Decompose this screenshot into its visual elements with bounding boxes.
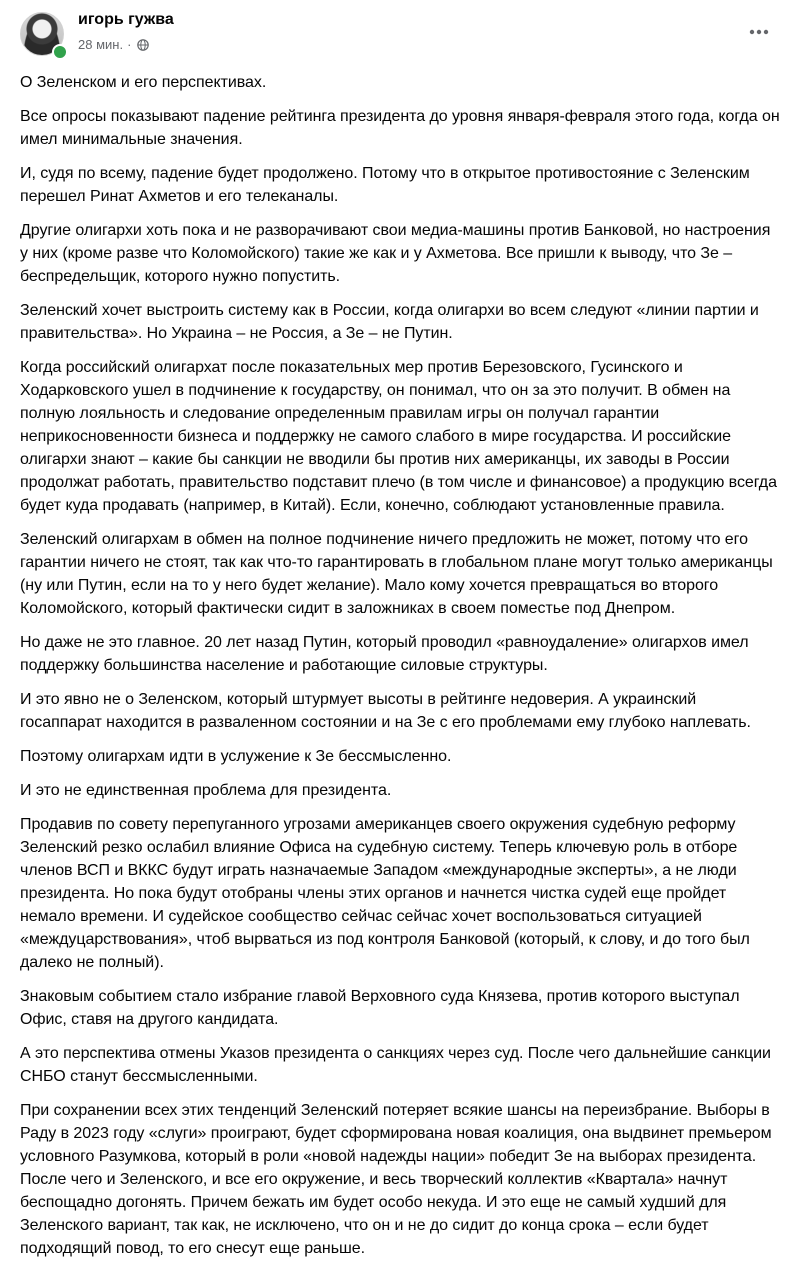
post-paragraph: Все опросы показывают падение рейтинга президента до уровня января-февраля этого года, когда он имел минимальные значения. bbox=[20, 108, 780, 148]
post-timestamp[interactable]: 28 мин. bbox=[78, 37, 124, 52]
post-paragraph: Другие олигархи хоть пока и не разворачивают свои медиа-машины против Банковой, но настроения у них (кроме разве что Коломойского) такие же как и у Ахметова. Все пришли к выводу, что Зе – беспредельщик, которого нужно попустить. bbox=[20, 222, 771, 285]
post-paragraph: А это перспектива отмены Указов президента о санкциях через суд. После чего дальнейшие санкции СНБО станут бессмысленными. bbox=[20, 1045, 771, 1085]
globe-icon[interactable] bbox=[137, 39, 149, 51]
post-paragraph: При сохранении всех этих тенденций Зеленский потеряет всякие шансы на переизбрание. Выборы в Раду в 2023 году «слуги» проиграют, будет сформирована новая коалиция, она выдвинет премьером условного Разумкова, который в роли «новой надежды нации» победит Зе на выборах президента. После чего и Зеленского, и все его окружение, и весь творческий коллектив «Квартала» начнут беспощадно догонять. Причем бежать им будет особо некуда. И это еще не самый худший для Зеленского вариант, так как, не исключено, что он и не до сидит до конца срока – если будет подходящий повод, то его снесут еще раньше. bbox=[20, 1102, 772, 1257]
online-status-icon bbox=[52, 44, 68, 60]
more-options-button[interactable] bbox=[741, 20, 777, 44]
more-horizontal-icon bbox=[749, 29, 769, 35]
meta-separator: · bbox=[127, 37, 132, 52]
post-paragraph: И, судя по всему, падение будет продолжено. Потому что в открытое противостояние с Зеленским перешел Ринат Ахметов и его телеканалы. bbox=[20, 165, 750, 205]
post-paragraph: И это явно не о Зеленском, который штурмует высоты в рейтинге недоверия. А украинский госаппарат находится в разваленном состоянии и на Зе с его проблемами ему глубоко наплевать. bbox=[20, 691, 751, 731]
post-header bbox=[0, 0, 795, 72]
post-paragraph: Поэтому олигархам идти в услужение к Зе бессмысленно. bbox=[20, 748, 452, 765]
post-paragraph: Продавив по совету перепуганного угрозами американцев своего окружения судебную реформу Зеленский резко ослабил влияние Офиса на судебную систему. Теперь ключевую роль в отборе членов ВСП и ВККС будут играть назначаемые Западом «международные эксперты», а не люди президента. Но пока будут отобраны члены этих органов и начнется чистка судей еще пройдет немало времени. И судейское сообщество сейчас сейчас хочет воспользоваться ситуацией «междуцарствования», чтоб вырваться из под контроля Банковой (который, к слову, и до того был далеко не полный). bbox=[20, 816, 750, 971]
author-name[interactable]: игорь гужва bbox=[78, 11, 174, 28]
post-paragraph: Зеленский хочет выстроить систему как в России, когда олигархи во всем следуют «линии партии и правительства». Но Украина – не Россия, а Зе – не Путин. bbox=[20, 302, 759, 342]
post-paragraph: Зеленский олигархам в обмен на полное подчинение ничего предложить не может, потому что его гарантии ничего не стоят, так как что-то гарантировать в глобальном плане могут только американцы (ну или Путин, если на то у него будет желание). Мало кому хочется превращаться во второго Коломойского, который фактически сидит в заложниках в своем поместье под Днепром. bbox=[20, 531, 773, 617]
post-paragraph: О Зеленском и его перспективах. bbox=[20, 74, 267, 91]
post-body bbox=[20, 71, 780, 1271]
post-paragraph: Знаковым событием стало избрание главой Верховного суда Князева, против которого выступал Офис, ставя на другого кандидата. bbox=[20, 988, 740, 1028]
post-paragraph: Когда российский олигархат после показательных мер против Березовского, Гусинского и Ходарковского ушел в подчинение к государству, он понимал, что он за это получит. В обмен на полную лояльность и следование определенным правилам игры он получал гарантии неприкосновенности бизнеса и поддержку не самого слабого в мире государства. И российские олигархи знают – какие бы санкции не вводили бы против них американцы, их заводы в России продолжат работать, правительство подставит плечо (в том числе и финансовое) а продукцию всегда будет куда продавать (например, в Китай). Если, конечно, соблюдают установленные правила. bbox=[20, 359, 777, 514]
post-meta bbox=[78, 37, 149, 52]
post-paragraph: Но даже не это главное. 20 лет назад Путин, который проводил «равноудаление» олигархов имел поддержку большинства население и работающие силовые структуры. bbox=[20, 634, 749, 674]
post-paragraph: И это не единственная проблема для президента. bbox=[20, 782, 392, 799]
